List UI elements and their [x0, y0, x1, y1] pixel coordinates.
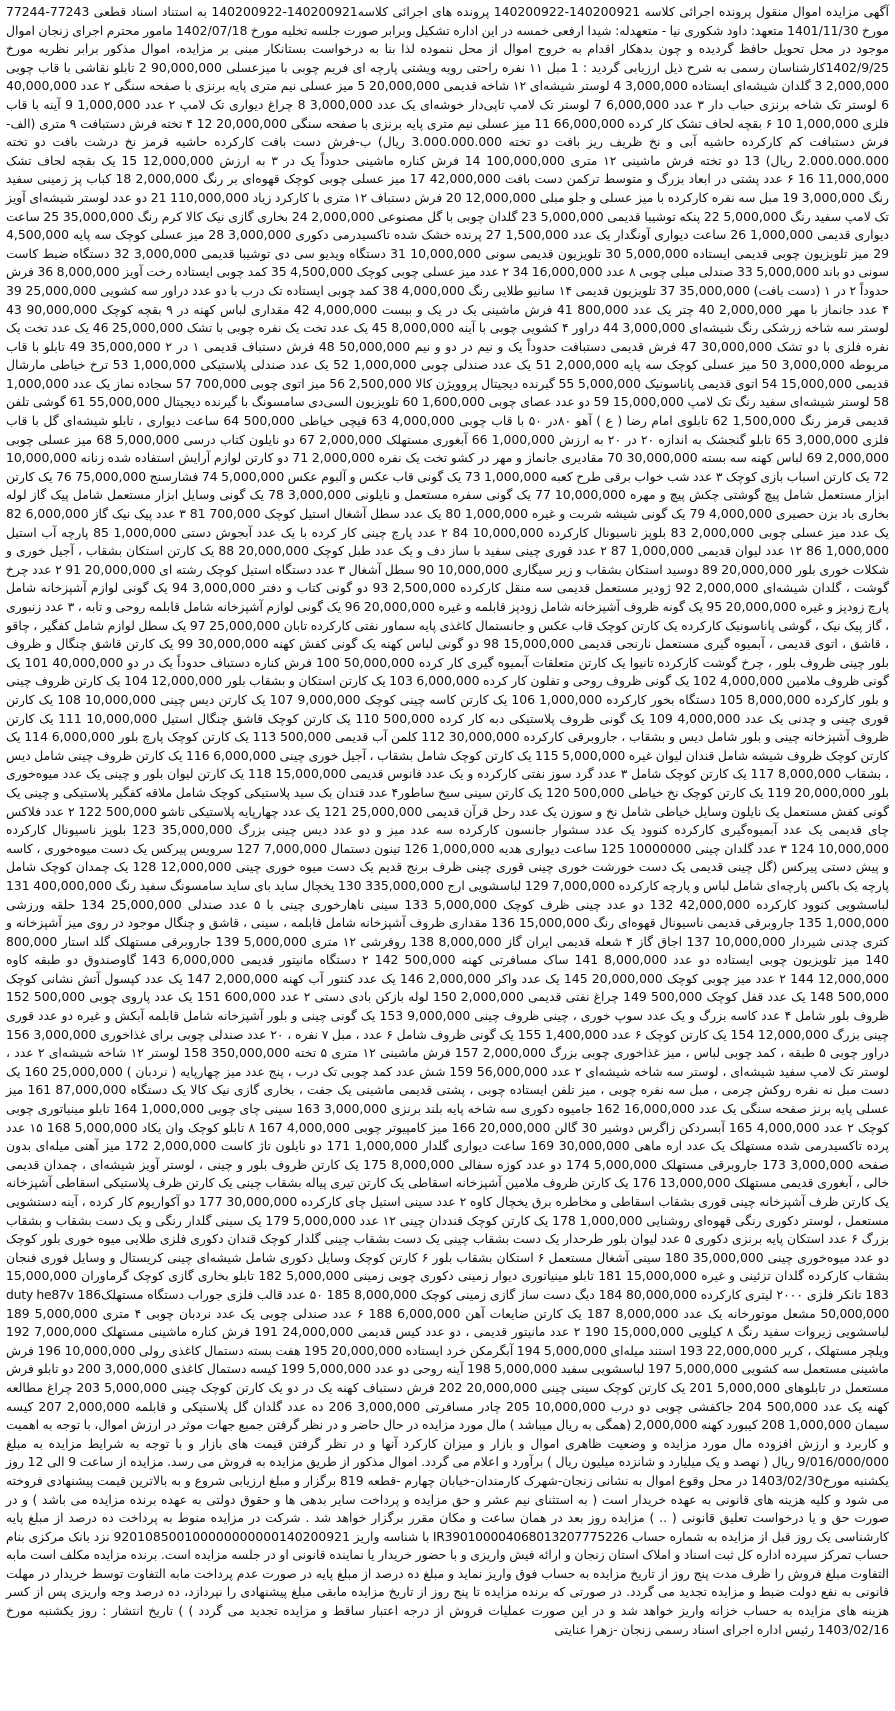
auction-notice-text: [6, 3, 889, 1639]
auction-notice-paragraph: آگهی مزایده اموال منقول پرونده اجرائی کلاسه 140200921-140200922 پرونده های اجرائی کلاسه140200921-140200922 به استناد اسناد قطعی 77243-77244 مورخ 1401/11/30 متعهد: داود شکوری نیا - متعهدله: شیدا ارفعی خمسه در این اداره تشکیل وبرابر صورت جلسه تخلیه مورخ 1402/07/18 مامور محترم اجرای زنجان اموال موجود در محل تحویل حافظ گردیده و چون بدهکار اقدام به خروج اموال از محل ننموده لذا بنا به درخواست بستانکار مبنی بر مزایده، اموال مذکور برابر نظریه مورخ 1402/9/25کارشناسان رسمی به شرح ذیل ارزیابی گردید : 1 مبل ۱۱ نفره راحتی رویه ویشتی پارچه ای فریم چوبی با میزعسلی 90,000,000 2 تابلو نقاشی با قاب چوبی 2,000,000 3 گلدان شیشه‌ای ایستاده 3,000,000 4 لوستر شیشه‌ای ۱۲ شاخه قدیمی 20,000,000 5 میز عسلی نیم متری پایه برنزی با صفحه سنگی ۲ عدد 40,000,000 6 لوستر تک شاخه برنزی حباب دار ۳ عدد 6,000,000 7 لوستر تک لامپ تاپی‌دار خوشه‌ای یک عدد 3,000,000 8 چراغ دیواری تک لامپ ۲ عدد 1,000,000 9 آینه با قاب فلزی 1,000,000 10 ۶ بقچه لحاف تشک کار کرده 66,000,000 11 میز عسلی نیم متری پایه برنزی با صفحه سنگی 20,000,000 12 ۴ تخته فرش دستبافت ۹ متری (الف-فرش دستبافت کم کارکرده حاشیه آبی و نخ ظریف ریز بافت دو تخته 3.000.000.000 ریال) ب-فرش دست بافت کارکرده حاشیه قرمز نخ درشت بافت دو تخته 2.000.000.000 ریال) 13 دو تخته فرش ماشینی ۱۲ متری 100,000,000 14 فرش کناره ماشینی حدوداً یک در ۳ به ارزش 12,000,000 15 یک بقچه لحاف تشک 11,000,000 16 ۶ عدد پشتی در ابعاد بزرگ و متوسط ترکمن دست بافت 42,000,000 17 میز عسلی چوبی کوچک قهوه‌ای بر رنگ 2,000,000 18 کباب پز زمینی سفید رنگ 3,000,000 19 مبل سه نفره کارکرده با میز عسلی و جلو مبلی 12,000,000 20 فرش دستباف ۱۲ متری با کارکرد زیاد 110,000,000 21 دو عدد لوستر شیشه‌ای آویز تک لامپ سفید رنگ 5,000,000 22 پنکه توشیبا قدیمی 5,000,000 23 گلدان چوبی با گل مصنوعی 2,000,000 24 بخاری گازی نیک کالا کرم رنگ 35,000,000 25 ساعت دیواری قدیمی 1,000,000 26 ساعت دیواری آونگدار یک عدد 1,500,000 27 پرنده خشک شده تاکسیدرمی دکوری 3,000,000 28 میز عسلی کوچک سه پایه 4,500,000 29 میز تلویزیون چوبی قدیمی ایستاده 5,000,000 30 تلویزیون قدیمی سونی 10,000,000 31 دستگاه ویدیو سی دی توشیبا قدیمی 3,000,000 32 دستگاه ضبط کاست سونی دو باند 5,000,000 33 صندلی مبلی چوبی ۸ عدد 16,000,000 34 ۲ عدد میز عسلی چوبی کوچک 4,500,000 35 کمد چوبی ایستاده رخت آویز 8,000,000 36 فرش حدوداً ۲ در ۱ (دست بافت) 35,000,000 37 تلویزیون قدیمی ۱۴ سانیو طلایی رنگ 4,000,000 38 کمد چوبی ایستاده تک درب با دو عدد دراور سه کشویی 25,000,000 39 ۴ عدد جانماز با مهر 2,000,000 40 چتر یک عدد 800,000 41 فرش ماشینی یک در یک و بیست 4,000,000 42 مقداری لباس کهنه در ۹ بقچه کوچک 90,000,000 43 لوستر سه شاخه زرشکی رنگ شیشه‌ای 3,000,000 44 دراور ۴ کشویی چوبی با آینه 8,000,000 45 یک عدد تخت یک نفره چوبی با تشک 25,000,000 46 یک عدد تخت یک نفره فلزی با دو تشک 30,000,000 47 فرش قدیمی دستبافت حدوداً یک و نیم در دو و نیم 50,000,000 48 فرش دستباف قدیمی ۱ در ۲ 35,000,000 49 تابلو با قاب مربوطه 3,000,000 50 میز عسلی کوچک سه پایه 2,000,000 51 یک عدد صندلی چوبی 1,000,000 52 یک عدد صندلی پلاستیکی 1,000,000 53 ترخ خیاطی مارشال قدیمی 15,000,000 54 اتوی قدیمی پاناسونیک 5,000,000 55 گیرنده دیجیتال پروویژن کالا 2,500,000 56 میز اتوی چوبی 700,000 57 سجاده نماز یک عدد 1,000,000 58 لوستر شیشه‌ای سفید رنگ تک لامپ 15,000,000 59 دو عدد عصای چوبی 1,600,000 60 تلویزیون السی‌دی سامسونگ با گیرنده دیجیتال 55,000,000 61 گوشی تلفن قدیمی قرمز رنگ 1,500,000 62 تابلوی امام رضا ( ع ) آهو ۸۰در ۵۰ با قاب چوبی 4,000,000 63 قیچی خیاطی 500,000 64 ساعت دیواری ، تابلو شیشه‌ای گل با قاب فلزی 3,000,000 65 تابلو گنجشک به اندازه ۲۰ در ۲۰ به ارزش 1,000,000 66 آبغوری مستهلک 2,000,000 67 دو نایلون کتاب درسی 5,000,000 68 میز عسلی چوبی 2,000,000 69 لباس کهنه سه بسته 30,000,000 70 مقادیری جانماز و مهر در کشو تخت یک نفره 2,000,000 71 دو کارتن لوازم آرایش استفاده شده زنانه 10,000,000 72 یک کارتن اسباب بازی کوچک ۳ عدد شب خواب برقی طرح کعبه 1,000,000 73 یک گونی قاب عکس و آلبوم عکس 5,000,000 74 فشارسنج 75,000,000 76 یک کارتن ابزار مستعمل شامل پیچ گوشتی چکش پیچ و مهره 10,000,000 77 یک گونی سفره مستعمل و نایلونی 3,000,000 78 یک گونی وسایل ابزار مستعمل شامل پیک گاز لوله بخاری باد بزن حصیری 4,000,000 79 یک گونی شیشه شربت و غیره 1,000,000 80 یک عدد سطل آشغال استیل کوچک 700,000 81 ۳ عدد پیک نیک گاز 6,000,000 82 یک عدد میز عسلی چوبی 2,000,000 83 بلوپز ناسیونال کارکرده 10,000,000 84 ۲ عدد پارچ چینی کار کرده با یک عدد آبجوش دستی 1,000,000 85 پارچه آب استیل 1,000,000 86 ۱۲ عدد لیوان قدیمی 1,000,000 87 ۲ عدد قوری چینی سفید با ساز دف و یک عدد طبل کوچک 20,000,000 88 یک کارتن استکان بشقاب ، آجیل خوری و شکلات خوری بلور 20,000,000 89 دوسید استکان بشقاب و زیر سیگاری 10,000,000 90 سطل آشغال ۳ عدد دستگاه استیل کوچک رشته ای 20,000,000 91 ۲ عدد چرخ گوشت ، گلدان شیشه‌ای 2,000,000 92 ژودیر مستعمل قدیمی سه منقل کارکرده 2,500,000 93 دو گونی کتاب و دفتر 3,000,000 94 یک گونی لوازم آشپزخانه شامل پارچ زودپز و غیره 20,000,000 95 یک گونه ظروف آشپزخانه شامل زودپز قابلمه و غیره 20,000,000 96 یک گونی لوازم آشپزخانه شامل قابلمه روحی و تابه ، ۳ عدد زنبوری ، گاز پیک نیک ، گوشی پاناسونیک کارکرده یک کارتن کوچک قاب عکس و جانستمال کاغذی پایه سماور نفتی کارکرده تابان 25,000,000 97 یک سطل لوازم شامل کفگیر ، چاقو ، قاشق ، اتوی قدیمی ، آبمیوه گیری مستعمل نارنجی قدیمی 15,000,000 98 دو گونی لباس کهنه یک گونی کفش کهنه 30,000,000 99 یک کارتن قاشق چنگال و ظروف بلور چینی ظروف بلور ، چرخ گوشت کارکرده تانیوا یک کارتن متعلقات آبمیوه گیری کار کرده 50,000,000 100 فرش کناره دستباف حدوداً یک در دو 40,000,000 101 یک گونی ظروف ملامین 4,000,000 102 یک گونی ظروف روحی و تفلون کار کرده 6,000,000 103 یک کارتن استکان و بشقاب بلور 12,000,000 104 یک کارتن ظروف چینی و بلور کارکرده 8,000,000 105 دستگاه بخور کارکرده 1,000,000 106 یک کارتن کاسه چینی کوچک 9,000,000 107 یک کارتن دیس چینی 10,000,000 108 یک کارتن قوری چینی و چدنی یک عدد 4,000,000 109 یک گونی ظروف پلاستیکی دبه کار کرده 500,000 110 یک کارتن کوچک قاشق چنگال استیل 10,000,000 111 یک کارتن ظروف آشپزخانه چینی و بلور شامل دیس و بشقاب ، جاروبرقی کارکرده 30,000,000 112 کلمن آب قدیمی 500,000 113 یک کارتن کوچک پارچ بلور 6,000,000 114 یک کارتن کوچک ظروف شیشه شامل قندان لیوان غیره 5,000,000 115 یک کارتن کوچک شامل بشقاب ، آجیل خوری چینی 6,000,000 116 یک کارتن ظروف چینی شامل دیس ، بشقاب 8,000,000 117 یک کارتن کوچک شامل ۳ عدد گرد سوز نفتی کارکرده و یک عدد فانوس قدیمی 15,000,000 118 یک کارتن لیوان بلور و چینی یک عدد میوه‌خوری بلور 20,000,000 119 یک کارتن کوچک نخ خیاطی 500,000 120 یک کارتن سینی سیخ ساطور۴ عدد قندان بک سید پلاستیکی کوچک شامل ملاقه کفگیر پلاستیکی و چینی یک گونی کفش مستعمل یک نایلون وسایل خیاطی شامل نخ و سوزن یک عدد رحل قرآن قدیمی 25,000,000 121 یک عدد چهارپایه پلاستیکی تاشو 500,000 122 ۲ عدد فلاکس چای قدیمی یک عدد آبمیوه‌گیری کارکرده کنوود یک عدد سشوار جانسون کارکرده سه عدد میز و دو عدد دیس چینی بزرگ 35,000,000 123 بلوپز ناسیونال کارکرده 10,000,000 124 ۳ عدد گلدان چینی 10000000 125 ساعت دیواری هدیه 1,000,000 126 تینون دستمال 7,000,000 127 سرویس پیرکس یک دست میوه‌خوری ، کاسه و پیش دستی پیرکس (گل چینی قدیمی یک دست خورشت خوری چینی قوری چینی ظرف برنج قدیم یک دست میوه خوری چینی 12,000,000 128 یک چمدان کوچک شامل پارچه یک باکس پارچه‌ای شامل لباس و پارچه کارکرده 7,000,000 129 لباسشویی ارج 335,000,000 130 یخچال ساید بای ساید سامسونگ سفید رنگ 400,000,000 131 لباسشویی کنوود کارکرده 42,000,000 132 دو عدد چینی ظرف کوچک 5,000,000 133 سینی ناهارخوری چینی با ۵ عدد صندلی 25,000,000 134 حلقه ورزشی 1,000,000 135 جاروبرقی قدیمی ناسیونال قهوه‌ای رنگ 15,000,000 136 مقداری ظروف آشپزخانه شامل قابلمه ، سینی ، قاشق و چنگال موجود در روی میز آشپزخانه و کتری چدنی شیردار 10,000,000 137 اجاق گاز ۴ شعله قدیمی ایران گاز 8,000,000 138 روفرشی ۱۲ متری 5,000,000 139 جاروبرقی مستهلک گلد استار 800,000 140 میز تلویزیون چوبی ایستاده دو عدد 8,000,000 141 ساک مسافرتی کهنه 500,000 142 ۲ دستگاه مانیتور قدیمی 6,000,000 143 گاوصندوق دو طبقه کاوه 12,000,000 144 ۲ عدد میز چوبی کوچک 20,000,000 145 یک عدد واکر 2,000,000 146 یک عدد کنتور آب کهنه 2,000,000 147 یک عدد کپسول آتش نشانی کوچک 500,000 148 یک عدد قفل کوچک 500,000 149 چراغ نفتی قدیمی 2,000,000 150 لوله بازکن بادی دستی ۲ عدد 600,000 151 یک عدد پاروی چوبی 500,000 152 ظروف بلور شامل ۴ عدد کاسه بزرگ و یک عدد سوپ خوری ، چینی ظروف چینی 9,000,000 153 یک گونی چینی و بلور آشپزخانه شامل قابلمه آبکش و غیره دو عدد قوری چینی بزرگ 12,000,000 154 یک کارتن کوچک ۶ عدد 1,400,000 155 یک گونی ظروف شامل ۶ عدد ، مبل ۷ نفره ، ۲۰ عدد صندلی چوبی برای غذاخوری 3,000,000 156 دراور چوبی ۵ طبقه ، کمد چوبی لباس ، میز غذاخوری چوبی بزرگ 2,000,000 157 فرش ماشینی ۱۲ متری ۵ تخته 350,000,000 158 لوستر ۱۲ شاخه شیشه‌ای ۲ عدد ، لوستر تک لامپ سفید شیشه‌ای ، لوستر سه شاخه شیشه‌ای ۲ عدد 56,000,000 159 شش عدد کمد چوبی تک درب ، پنج عدد میز چهارپایه ( نردبان ) 25,000,000 160 یک دست مبل نه نفره روکش چرمی ، مبل سه نفره چوبی ، میز تلفن ایستاده چوبی ، پشتی قدیمی ماشینی یک جفت ، بخاری گازی نیک کالا یک دستگاه 87,000,000 161 میز عسلی پایه برنز صفحه سنگی یک عدد 16,000,000 162 جامیوه دکوری سه شاخه پایه بلند برنزی 3,000,000 163 سینی چای چوبی 1,000,000 164 تابلو مینیاتوری چوبی کوچک ۲ عدد 4,000,000 165 آبسردکن زاگرس دوشیر 30 گالن 20,000,000 166 میز کامپیوتر چوبی 4,000,000 167 ۸ تابلو کوچک وان یکاد 5,000,000 168 ۱۵ عدد پرده تاکسیدرمی شده مستهلک یک عدد اره ماهی 30,000,000 169 ساعت دیواری گلدار 1,000,000 171 دو نایلون تاژ کاست 2,000,000 172 میز آهنی میله‌ای بدون صفحه 3,000,000 173 جاروبرقی مستهلک 5,000,000 174 دو عدد کوزه سفالی 8,000,000 175 یک کارتن ظروف بلور و چینی ، لوستر آویز شیشه‌ای ، چمدان قدیمی خالی ، آبغوری قدیمی مستهلک 13,000,000 176 یک کارتن ظروف ملامین آشپزخانه اسقاطی یک کارتن تیری پیاله بشقاب چینی یک کارتن ظرف پلاستیکی اسقاطی آشپزخانه یک کارتن ظرف آشپزخانه چینی قوری بشقاب اسقاطی و مخاطره برق یخچال کاوه ۲ عدد سینی استیل چای کارکرده 30,000,000 177 دو آکواریوم کار کرده ، آینه دستشویی مستعمل ، لوستر دکوری رنگی قهوه‌ای روشنایی 1,000,000 178 یک کارتن کوچک قنددان چینی ۱۲ عدد 5,000,000 179 یک سینی گلدار رنگی و یک دست بشقاب و بشقاب بزرگ ۶ عدد استکان پایه برنزی دکوری ۵ عدد لیوان بلور طرحدار یک دست بشقاب چینی یک دست بشقاب چینی گلدار کوچک قندان دکوری فلزی طلایی میوه خوری بلور کوچک دو عدد میوه‌خوری چینی 35,000,000 180 سینی آشغال مستعمل ۶ استکان بشقاب بلور ۶ کارتن کوچک وسایل دکوری شامل شیشه‌ای چینی کریستال و وسایل فوری فنجان بشقاب کارکرده گلدان تزئینی و غیره 15,000,000 181 تابلو مینیاتوری دیوار زمینی دکوری چوبی زمینی 5,000,000 182 تابلو بخاری گازی کوچک گرماوران 15,000,000 183 تانکر فلزی ۲۰۰۰ لیتری کارکرده 80,000,000 184 دیگ دست ساز گازی زمینی کوچک 8,000,000 185 ۵۰ عدد قالب فلزی جوراب دستگاه مستهلک186 duty he87v 50,000,000 مشعل موتورخانه یک عدد 8,000,000 187 یک کارتن ضایعات آهن 6,000,000 188 ۶ عدد صندلی چوبی یک عدد نردبان چوبی ۴ متری 5,000,000 189 لباسشویی زیروات سفید رنگ ۸ کیلویی 15,000,000 190 ۲ عدد مانیتور قدیمی ، دو عدد کیس قدیمی 24,000,000 191 فرش کناره ماشینی مستهلک 7,000,000 192 ویلچر مستهلک ، کریر 22,000,000 193 استند میله‌ای 5,000,000 194 آبگرمکن خرد ایستاده 20,000,000 195 هفت بسته دستمال کاغذی رولی 10,000,000 196 فرش ماشینی مستعمل سه کشویی 5,000,000 197 لباسشویی سفید 5,000,000 198 آینه روحی دو عدد 5,000,000 199 کیسه دستمال کاغذی 3,000,000 200 دو تابلو فرش مستعمل در تابلوهای 5,000,000 201 یک کارتن کوچک سینی چینی 20,000,000 202 فرش دستباف کهنه یک در دو یک کارتن کوچک چینی 5,000,000 203 چراغ مطالعه کهنه یک عدد 500,000 204 جاکفشی چوبی دو درب 10,000,000 205 چادر مسافرتی 3,000,000 206 ده عدد گلدان گل پلاستیکی و قابلمه 2,000,000 207 کیسه سیمان 1,000,000 208 کیبورد کهنه 2,000,000 (همگی به ریال میباشد ) مال مورد مزایده در حال حاضر و در نظر گرفتن جمیع جهات موثر در ارزش اموال، با توجه به اهمیت و کاربرد و ارزش افزوده مال مورد مزایده و وضعیت ظاهری اموال و بازار و میزان کارکرد آنها و در نظر گرفتن قیمت های بازار و با توجه به شرایط مزایده به مبلغ 9/016/000/000 ریال ( نهصد و یک میلیارد و شانزده میلیون ریال ) برآورد و اعلام می گردد. اموال مذکور از طریق مزایده به فروش می رسد. مزایده از ساعت 9 الی 12 روز یکشنبه مورخ1403/02/30 در محل وقوع اموال به نشانی زنجان-شهرک کارمندان-خیابان چهارم -قطعه 819 برگزار و مبلغ ارزیابی شروع و به بالاترین قیمت پیشنهادی فروخته می شود و کلیه هزینه های قانونی به عهده خریدار است ( به استثنای نیم عشر و حق مزایده و پرداخت سایر بدهی ها و حقوق دولتی به عهده برنده مزایده می باشد ) و در صورت حق و یا درخواست تعلیق قانونی ( .. ) مزایده روز بعد در همان ساعت و مکان مقرر برگزار خواهد شد . شرکت در مزایده منوط به پرداخت ده درصد از مبلغ پایه کارشناسی یک روز قبل از مزایده به شماره حساب IR390100004068013207775226 با شناسه واریز 920108500100000000000140200921 نزد بانک مرکزی بنام حساب تمرکز سپرده اداره کل ثبت اسناد و املاک استان زنجان و ارائه فیش واریزی و با حضور خریدار یا نماینده قانونی او در جلسه مزایده است. برنده مزایده مکلف است مابه التفاوت مبلغ فروش را ظرف مدت پنج روز از تاریخ مزایده به حساب فوق واریز نماید و مبلغ ده درصد از مبلغ پایه در صورت عدم پرداخت مابه التفاوت توسط خریدار در مهلت قانونی به نفع دولت ضبط و مزایده تجدید می گردد. در صورتی که برنده مزایده تا پنج روز از تاریخ مزایده مابقی مبلغ پیشنهادی را نپردازد، ده درصد وجه واریزی پس از کسر هزینه های مزایده به حساب خزانه واریز خواهد شد و در این صورت عملیات فروش از درجه اعتبار ساقط و مزایده تجدید می گردد ) ) تاریخ انتشار : روز یکشنبه مورخ 1403/02/16 رئیس اداره اجرای اسناد رسمی زنجان -زهرا عنایتی: [6, 4, 890, 1637]
